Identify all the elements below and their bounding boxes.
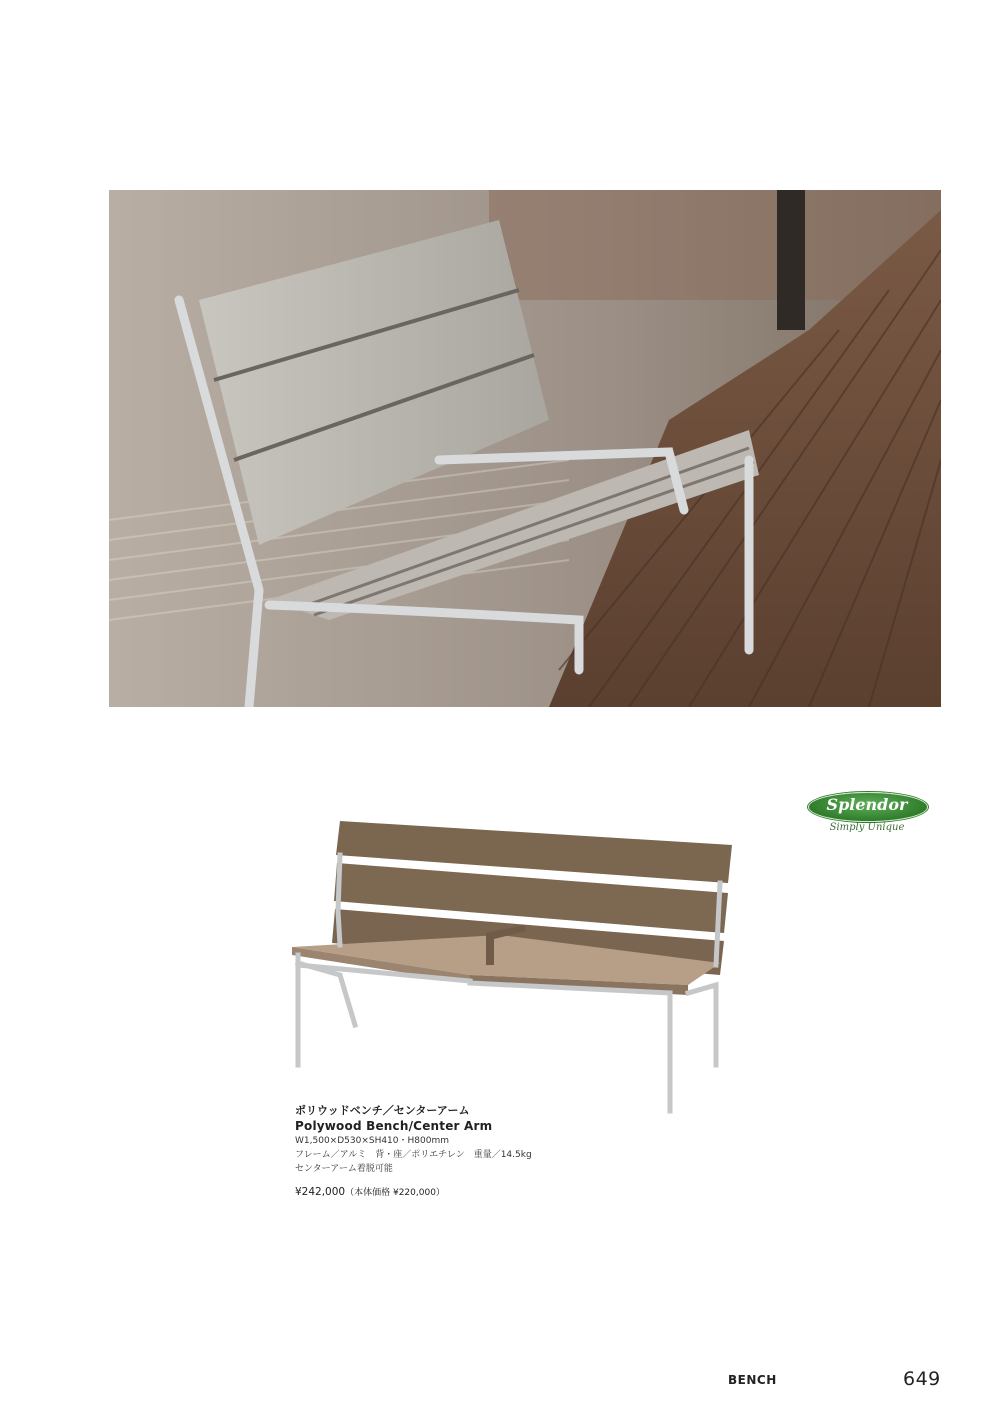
brand-logo <box>808 792 928 840</box>
product-note: センターアーム着脱可能 <box>295 1164 393 1174</box>
product-price-line <box>295 1185 675 1200</box>
logo-tagline: Simply Unique <box>829 822 905 833</box>
product-name-en: Polywood Bench/Center Arm <box>295 1119 493 1133</box>
page-number: 649 <box>903 1368 941 1390</box>
product-name-ja: ポリウッドベンチ／センターアーム <box>295 1104 470 1117</box>
product-caption <box>295 1103 675 1200</box>
product-price-detail: （本体価格 ¥220,000） <box>345 1188 445 1198</box>
product-price: ¥242,000 <box>295 1186 346 1198</box>
product-materials: フレーム／アルミ 背・座／ポリエチレン 重量／14.5kg <box>295 1150 532 1160</box>
footer-category: BENCH <box>728 1373 777 1387</box>
bench-on-deck-photo-icon <box>109 190 941 707</box>
product-image <box>280 815 740 1115</box>
product-dimensions: W1,500×D530×SH410・H800mm <box>295 1136 449 1146</box>
logo-wordmark: Splendor <box>826 795 908 814</box>
hero-photo <box>109 190 941 707</box>
bench-product-icon <box>280 815 740 1115</box>
